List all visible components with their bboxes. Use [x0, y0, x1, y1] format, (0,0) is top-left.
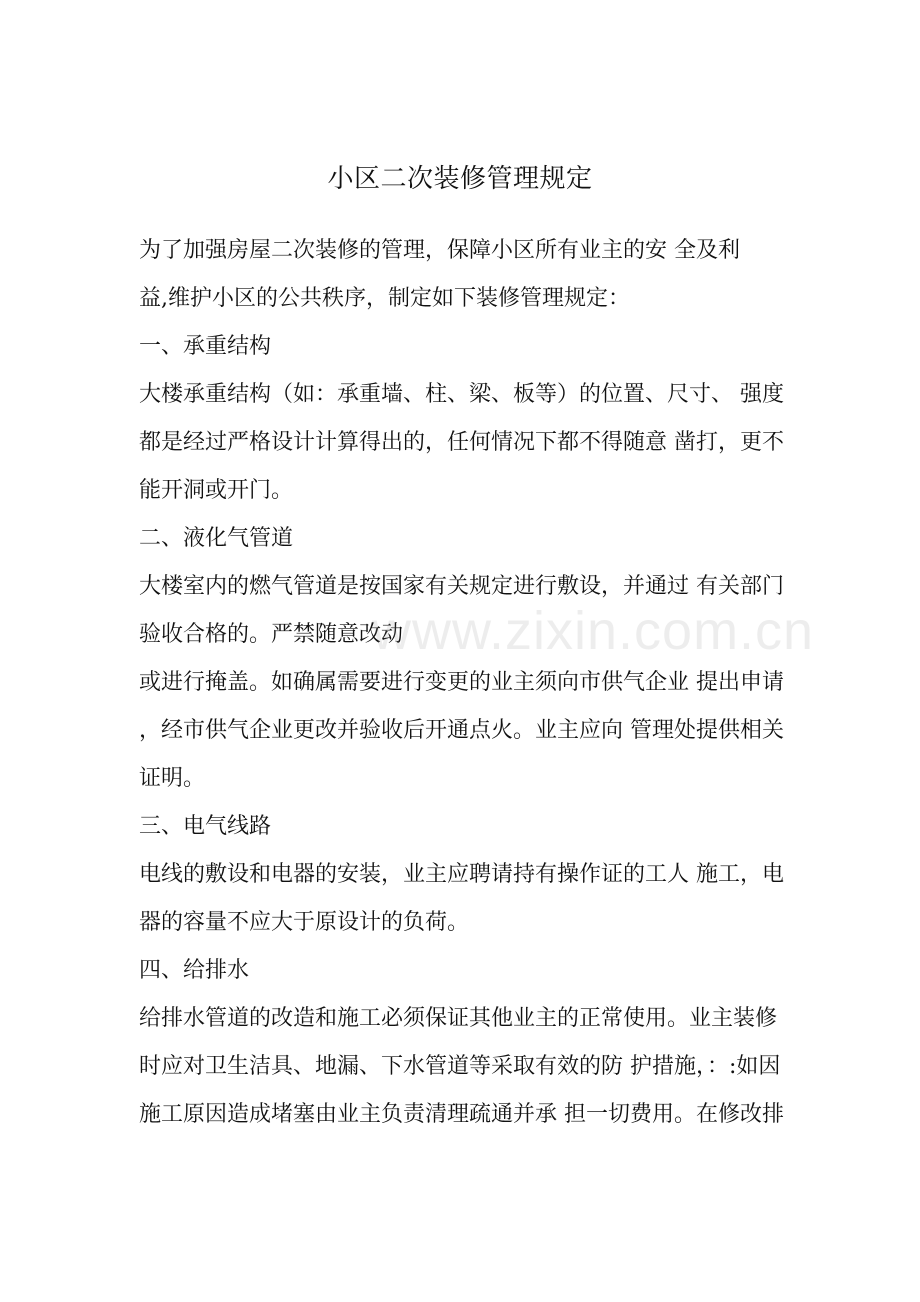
paragraph-line: 益,维护小区的公共秩序，制定如下装修管理规定：: [139, 286, 630, 311]
paragraph-line: 为了加强房屋二次装修的管理，保障小区所有业主的安 全及利: [139, 238, 740, 263]
paragraph-line: 都是经过严格设计计算得出的，任何情况下都不得随意 凿打，更不: [139, 430, 784, 455]
paragraph-line: 或进行掩盖。如确属需要进行变更的业主须向市供气企业 提出申请: [139, 670, 784, 695]
paragraph-line: 大楼承重结构（如：承重墙、柱、梁、板等）的位置、尺寸、 强度: [139, 382, 784, 407]
paragraph-line: 大楼室内的燃气管道是按国家有关规定进行敷设，并通过 有关部门: [139, 574, 784, 599]
paragraph-line: 器的容量不应大于原设计的负荷。: [139, 910, 470, 935]
paragraph-line: 能开洞或开门。: [139, 478, 294, 503]
paragraph-line: 证明。: [139, 766, 206, 791]
section-heading-electrical: 三、电气线路: [139, 814, 272, 839]
section-heading-load-bearing: 一、承重结构: [139, 334, 272, 359]
section-heading-plumbing: 四、给排水: [139, 958, 250, 983]
paragraph-line: 时应对卫生洁具、地漏、下水管道等采取有效的防 护措施，：:如因: [139, 1054, 781, 1079]
paragraph-line: ，经市供气企业更改并验收后开通点火。业主应向 管理处提供相关: [139, 718, 784, 743]
paragraph-line: 施工原因造成堵塞由业主负责清理疏通并承 担一切费用。在修改排: [139, 1102, 784, 1127]
paragraph-line: 给排水管道的改造和施工必须保证其他业主的正常使用。业主装修: [139, 1006, 778, 1031]
paragraph-line: 验收合格的。严禁随意改动: [139, 622, 404, 647]
paragraph-line: 电线的敷设和电器的安装，业主应聘请持有操作证的工人 施工，电: [139, 862, 784, 887]
section-heading-gas-pipe: 二、液化气管道: [139, 526, 294, 551]
document-title: 小区二次装修管理规定: [327, 164, 593, 194]
watermark-text: www.zixin.com.cn: [372, 601, 815, 661]
